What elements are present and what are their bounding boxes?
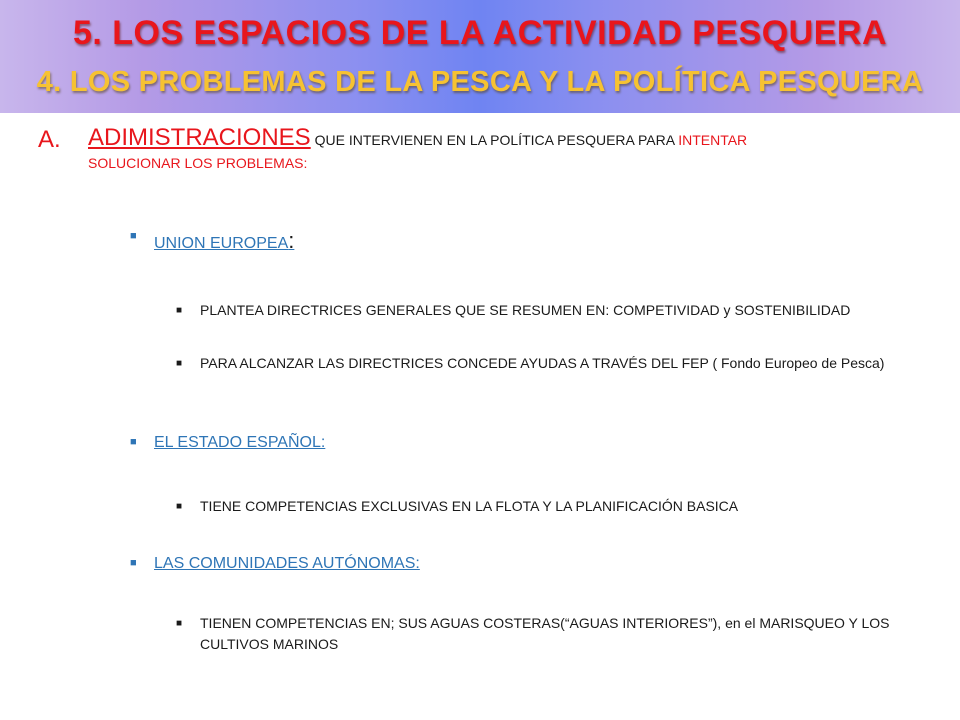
estado-espanol-link[interactable]: EL ESTADO ESPAÑOL: <box>154 434 326 451</box>
square-bullet-icon: ■ <box>130 436 137 448</box>
sub-list-item-text: TIENE COMPETENCIAS EXCLUSIVAS EN LA FLOTA Y LA PLANIFICACIÓN BASICA <box>200 498 739 514</box>
sub-list-item-text: TIENEN COMPETENCIAS EN; SUS AGUAS COSTERAS(“AGUAS INTERIORES”), en el MARISQUEO Y LOS CULTIVOS MARINOS <box>200 615 890 652</box>
section-a-text: QUE INTERVIENEN EN LA POLÍTICA PESQUERA PARA <box>310 132 679 148</box>
section-a-heading <box>88 126 918 173</box>
section-a-red-text: INTENTAR <box>678 132 748 148</box>
section-a-line2: SOLUCIONAR LOS PROBLEMAS: <box>88 155 308 171</box>
comunidades-autonomas-link[interactable]: LAS COMUNIDADES AUTÓNOMAS: <box>154 555 420 572</box>
square-bullet-icon: ■ <box>176 358 183 369</box>
square-bullet-icon: ■ <box>130 230 137 242</box>
union-europea-colon: : <box>288 228 295 253</box>
section-a-marker: A. <box>38 126 61 153</box>
section-a-title[interactable]: ADIMISTRACIONES <box>88 124 311 151</box>
sub-list-item-text: PLANTEA DIRECTRICES GENERALES QUE SE RESUMEN EN: COMPETIVIDAD y SOSTENIBILIDAD <box>200 302 851 318</box>
square-bullet-icon: ■ <box>130 557 137 569</box>
slide-subtitle: 4. LOS PROBLEMAS DE LA PESCA Y LA POLÍTICA PESQUERA <box>36 66 924 98</box>
slide-header <box>0 0 960 113</box>
square-bullet-icon: ■ <box>176 618 183 629</box>
sub-list-item-text: PARA ALCANZAR LAS DIRECTRICES CONCEDE AYUDAS A TRAVÉS DEL FEP ( Fondo Europeo de Pesca) <box>200 355 885 371</box>
square-bullet-icon: ■ <box>176 501 183 512</box>
slide-title: 5. LOS ESPACIOS DE LA ACTIVIDAD PESQUERA <box>72 14 888 52</box>
square-bullet-icon: ■ <box>176 305 183 316</box>
union-europea-link[interactable]: UNION EUROPEA <box>154 235 289 252</box>
